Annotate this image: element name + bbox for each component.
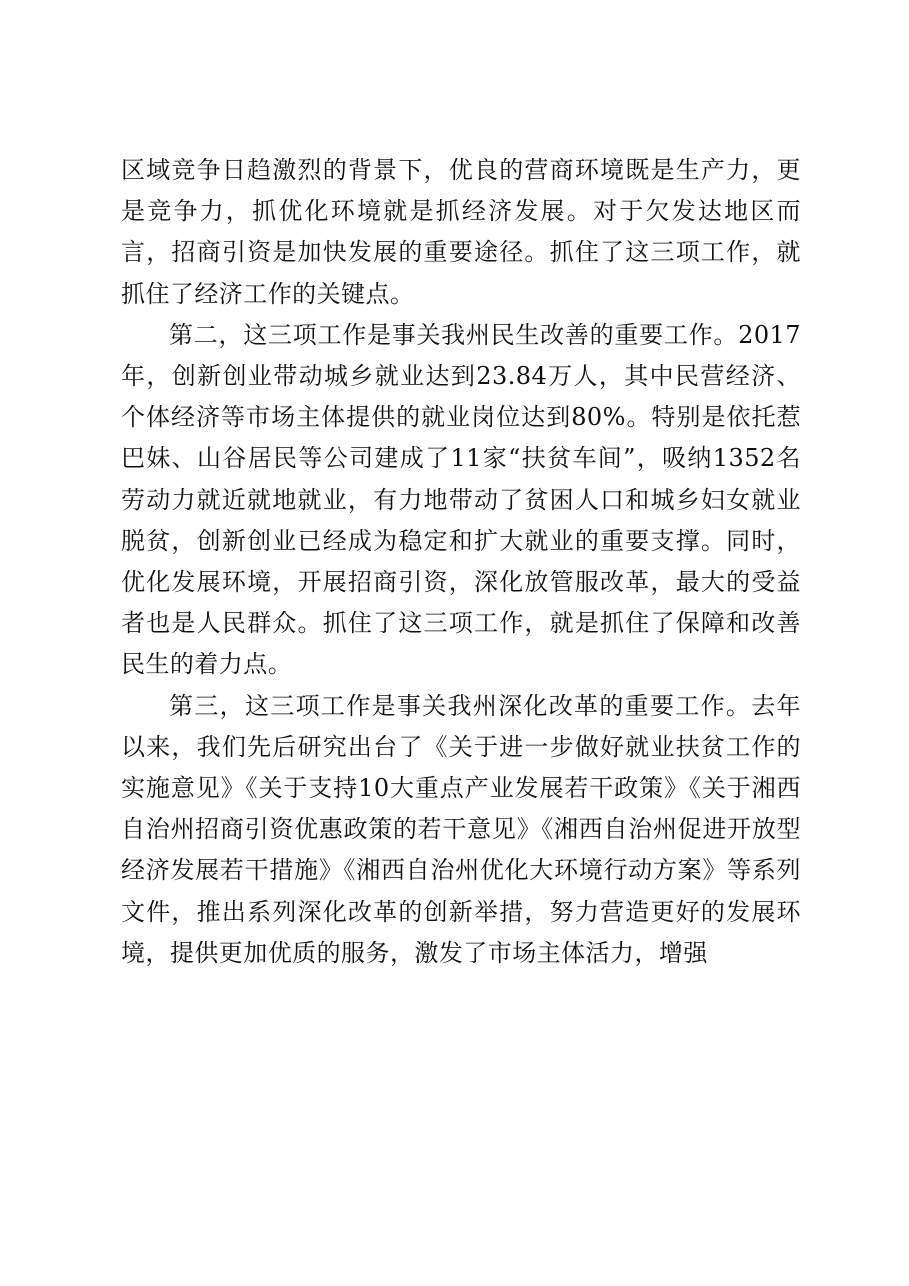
paragraph-third-point: 第三，这三项工作是事关我州深化改革的重要工作。去年以来，我们先后研究出台了《关于进一步做好就业扶贫工作的实施意见》《关于支持10大重点产业发展若干政策》《关于湘西自治州招商引资优惠政策的若干意见》《湘西自治州促进开放型经济发展若干措施》《湘西自治州优化大环境行动方案》等系列文件，推出系列深化改革的创新举措，努力营造更好的发展环境，提供更加优质的服务，激发了市场主体活力，增强 [121, 691, 801, 967]
document-body [121, 150, 801, 974]
paragraph-continuation: 区域竞争日趋激烈的背景下，优良的营商环境既是生产力，更是竞争力，抓优化环境就是抓经济发展。对于欠发达地区而言，招商引资是加快发展的重要途径。抓住了这三项工作，就抓住了经济工作的关键点。 [121, 156, 801, 308]
paragraph-second-point: 第二，这三项工作是事关我州民生改善的重要工作。2017年，创新创业带动城乡就业达到23.84万人，其中民营经济、个体经济等市场主体提供的就业岗位达到80%。特别是依托惹巴妹、山谷居民等公司建成了11家“扶贫车间”，吸纳1352名劳动力就近就地就业，有力地带动了贫困人口和城乡妇女就业脱贫，创新创业已经成为稳定和扩大就业的重要支撑。同时，优化发展环境，开展招商引资，深化放管服改革，最大的受益者也是人民群众。抓住了这三项工作，就是抓住了保障和改善民生的着力点。 [121, 320, 801, 679]
